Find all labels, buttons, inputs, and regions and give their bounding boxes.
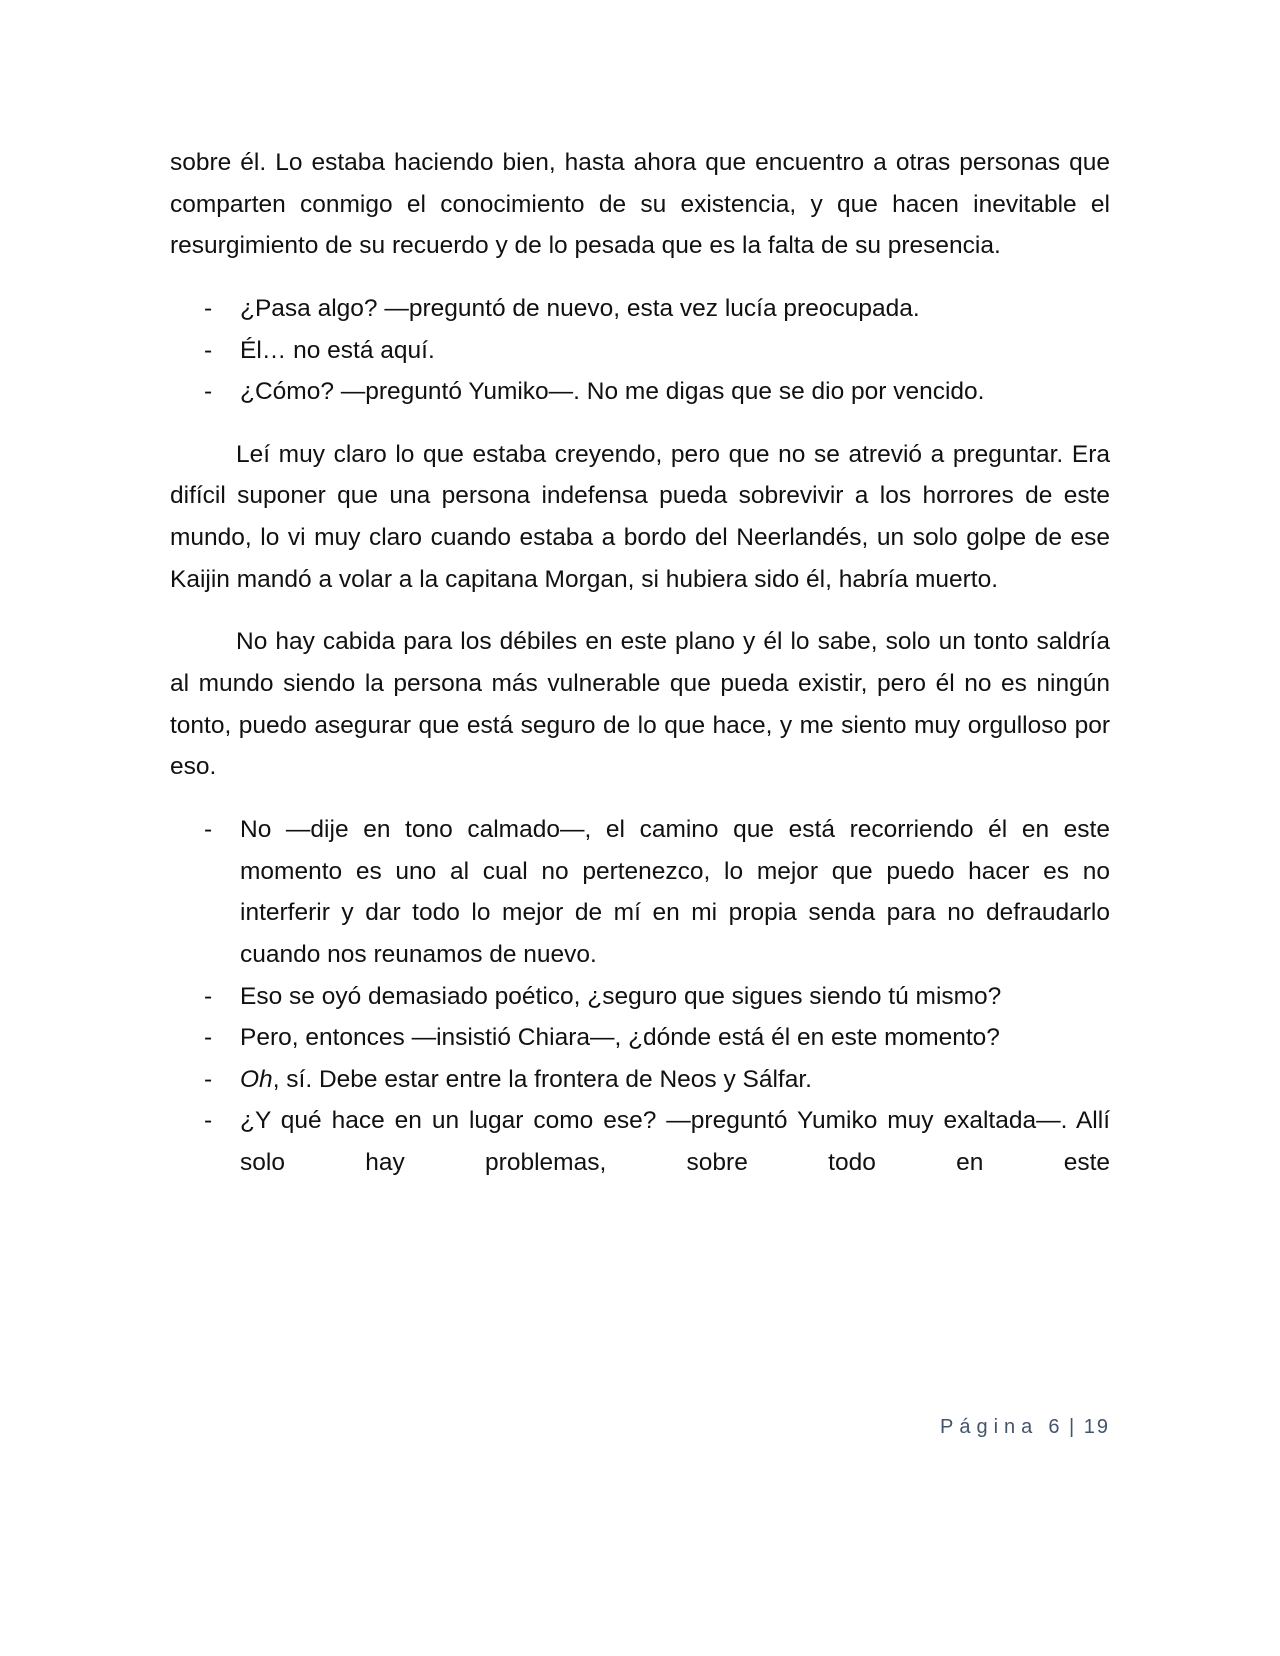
- paragraph: sobre él. Lo estaba haciendo bien, hasta ahora que encuentro a otras personas que comparten conmigo el conocimiento de su existencia, y que hacen inevitable el resurgimiento de su recuerdo y de lo pesada que es la falta de su presencia.: [170, 149, 1110, 260]
- list-dash: -: [204, 1107, 213, 1135]
- dialogue-item: [170, 288, 1110, 330]
- dialogue-item: [170, 1017, 1110, 1059]
- list-dash: -: [204, 294, 213, 322]
- dialogue-text: No —dije en tono calmado—, el camino que está recorriendo él en este momento es uno al cual no pertenezco, lo mejor que puedo hacer es no interferir y dar todo lo mejor de mí en mi propia senda para no defraudarlo cuando nos reunamos de nuevo.: [240, 815, 1110, 968]
- dialogue-item: [170, 1100, 1110, 1183]
- dialogue-list: [170, 288, 1110, 413]
- text-body: [170, 142, 1110, 1205]
- dialogue-text: ¿Y qué hace en un lugar como ese? —preguntó Yumiko muy exaltada—. Allí solo hay problemas, sobre todo en este: [240, 1107, 1110, 1177]
- dialogue-text: Él… no está aquí.: [240, 336, 435, 364]
- dialogue-text-italic: Oh: [240, 1065, 273, 1093]
- dialogue-text: ¿Cómo? —preguntó Yumiko—. No me digas que se dio por vencido.: [240, 378, 985, 406]
- dialogue-text: , sí. Debe estar entre la frontera de Neos y Sálfar.: [272, 1065, 812, 1093]
- dialogue-item: [170, 1059, 1110, 1101]
- list-dash: -: [204, 336, 213, 364]
- list-dash: -: [204, 1024, 213, 1052]
- dialogue-text: ¿Pasa algo? —preguntó de nuevo, esta vez lucía preocupada.: [240, 294, 920, 322]
- footer-page-number: 6 | 19: [1048, 1416, 1110, 1438]
- dialogue-item: [170, 976, 1110, 1018]
- dialogue-item: [170, 371, 1110, 413]
- list-dash: -: [204, 378, 213, 406]
- dialogue-text: Pero, entonces —insistió Chiara—, ¿dónde está él en este momento?: [240, 1024, 1000, 1052]
- list-dash: -: [204, 815, 213, 843]
- dialogue-text: Eso se oyó demasiado poético, ¿seguro que sigues siendo tú mismo?: [240, 982, 1002, 1010]
- dialogue-item: [170, 809, 1110, 976]
- dialogue-list: [170, 809, 1110, 1184]
- paragraph: No hay cabida para los débiles en este plano y él lo sabe, solo un tonto saldría al mundo siendo la persona más vulnerable que pueda existir, pero él no es ningún tonto, puedo asegurar que está seguro de lo que hace, y me siento muy orgulloso por eso.: [170, 628, 1110, 781]
- dialogue-item: [170, 330, 1110, 372]
- paragraph: Leí muy claro lo que estaba creyendo, pero que no se atrevió a preguntar. Era difícil suponer que una persona indefensa pueda sobrevivir a los horrores de este mundo, lo vi muy claro cuando estaba a bordo del Neerlandés, un solo golpe de ese Kaijin mandó a volar a la capitana Morgan, si hubiera sido él, habría muerto.: [170, 440, 1110, 593]
- list-dash: -: [204, 982, 213, 1010]
- footer-page-label: Página: [940, 1416, 1039, 1438]
- page-footer: [940, 1416, 1110, 1439]
- list-dash: -: [204, 1065, 213, 1093]
